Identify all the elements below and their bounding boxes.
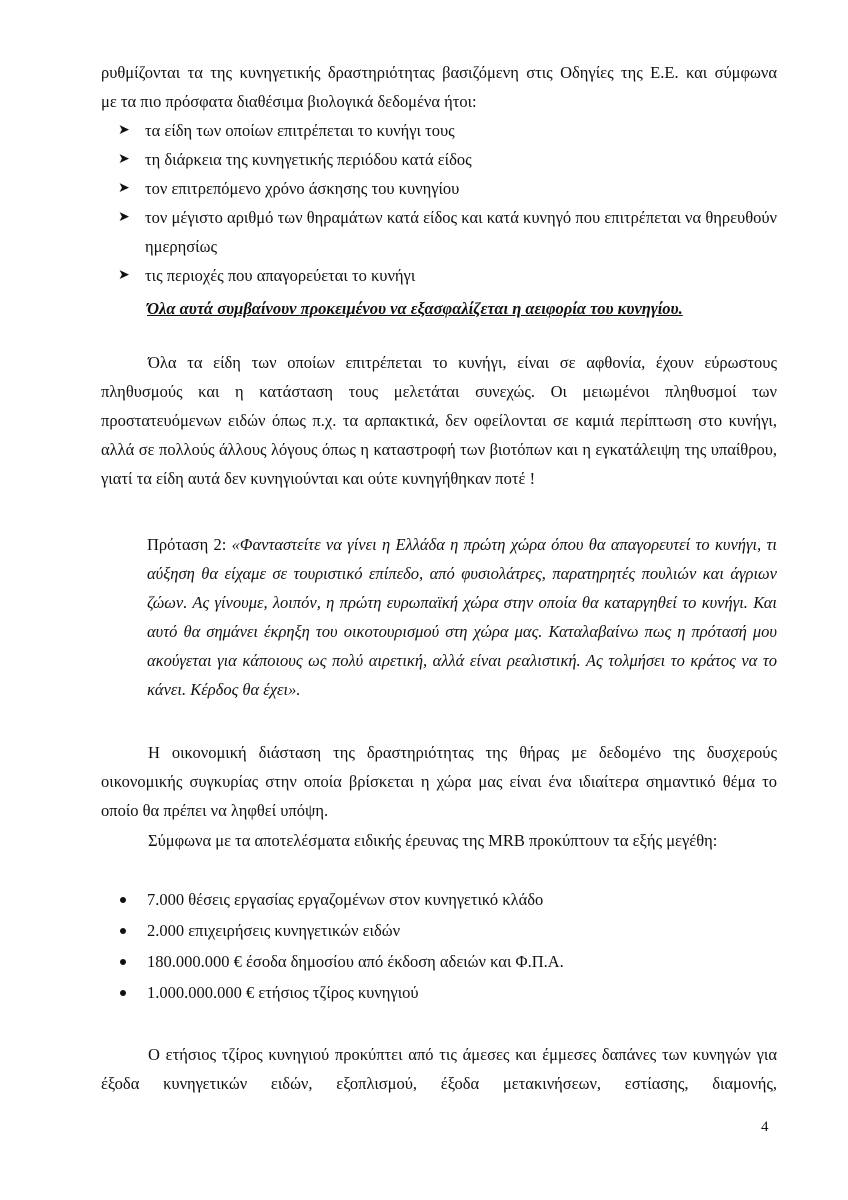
intro-line-2: με τα πιο πρόσφατα διαθέσιμα βιολογικά δεδομένα ήτοι:: [101, 92, 477, 111]
bullet-icon: [120, 928, 126, 934]
arrow-item-text: τις περιοχές που απαγορεύεται το κυνήγι: [145, 266, 416, 285]
arrow-item-text: τον μέγιστο αριθμό των θηραμάτων κατά είδος και κατά κυνηγό που επιτρέπεται να θηρευθούν ημερησίως: [145, 208, 777, 256]
proposal-paragraph: [147, 530, 777, 704]
arrow-right-icon: ➤: [118, 210, 130, 225]
paragraph-1: [101, 348, 777, 493]
arrow-list-item: [101, 203, 777, 261]
paragraph-4-text: Ο ετήσιος τζίρος κυνηγιού προκύπτει από τις άμεσες και έμμεσες δαπάνες των κυνηγών για έξοδα κυνηγετικών ειδών, εξοπλισμού, έξοδα μετακινήσεων, εστίασης, διαμονής,: [101, 1045, 777, 1093]
paragraph-1-text: Όλα τα είδη των οποίων επιτρέπεται το κυνήγι, είναι σε αφθονία, έχουν εύρωστους πληθυσμούς και η κατάσταση τους μελετάται συνεχώς. Οι μειωμένοι πληθυσμοί των προστατευόμενων ειδών όπως π.χ. τα αρπακτικά, δεν οφείλονται σε καμιά περίπτωση στο κυνήγι, αλλά σε πολλούς άλλους λόγους όπως η καταστροφή των βιοτόπων και η εγκατάλειψη της υπαίθρου, γιατί τα είδη αυτά δεν κυνηγιούνται και ούτε κυνηγήθηκαν ποτέ !: [101, 353, 777, 488]
bullet-item-text: 1.000.000.000 € ετήσιος τζίρος κυνηγιού: [147, 983, 419, 1002]
proposal-quote: «Φανταστείτε να γίνει η Ελλάδα η πρώτη χώρα όπου θα απαγορευτεί το κυνήγι, τι αύξηση θα είχαμε σε τουριστικό επίπεδο, από φυσιολάτρες, παρατηρητές πουλιών και άγριων ζώων. Ας γίνουμε, λοιπόν, η πρώτη ευρωπαϊκή χώρα στην οποία θα καταργηθεί το κυνήγι. Και αυτό θα σημάνει έκρηξη του οικοτουρισμού στη χώρα μας. Καταλαβαίνω πως η πρότασή μου ακούγεται για κάποιους ως πολύ αιρετική, αλλά είναι ρεαλιστική. Ας τολμήσει το κράτος να το κάνει. Κέρδος θα έχει».: [147, 535, 777, 699]
arrow-list-item: [101, 145, 777, 174]
intro-line-1: ρυθμίζονται τα της κυνηγετικής δραστηριότητας βασιζόμενη στις Οδηγίες της Ε.Ε. και σύμφωνα: [101, 63, 777, 82]
emphasis-line: [147, 294, 787, 323]
paragraph-2: [101, 738, 777, 825]
paragraph-2-text: Η οικονομική διάσταση της δραστηριότητας της θήρας με δεδομένο της δυσχερούς οικονομικής συγκυρίας στην οποία βρίσκεται η χώρα μας είναι ένα ιδιαίτερα σημαντικό θέμα το οποίο θα πρέπει να ληφθεί υπόψη.: [101, 743, 777, 820]
proposal-label: Πρόταση 2:: [147, 535, 232, 554]
arrow-right-icon: ➤: [118, 181, 130, 196]
bullet-icon: [120, 897, 126, 903]
arrow-list-item: [101, 116, 777, 145]
arrow-item-text: τα είδη των οποίων επιτρέπεται το κυνήγι τους: [145, 121, 455, 140]
arrow-list-item: [101, 174, 777, 203]
intro-paragraph: [101, 58, 777, 116]
arrow-item-text: τον επιτρεπόμενο χρόνο άσκησης του κυνηγίου: [145, 179, 460, 198]
arrow-item-text: τη διάρκεια της κυνηγετικής περιόδου κατά είδος: [145, 150, 472, 169]
arrow-list: [101, 116, 777, 290]
bullet-item-text: 2.000 επιχειρήσεις κυνηγετικών ειδών: [147, 921, 401, 940]
arrow-list-item: [101, 261, 777, 290]
bullet-list-item: [101, 885, 777, 916]
bullet-item-text: 7.000 θέσεις εργασίας εργαζομένων στον κυνηγετικό κλάδο: [147, 890, 544, 909]
page-number: 4: [761, 1119, 769, 1135]
bullet-icon: [120, 990, 126, 996]
paragraph-3: [101, 826, 777, 855]
arrow-right-icon: ➤: [118, 123, 130, 138]
bullet-item-text: 180.000.000 € έσοδα δημοσίου από έκδοση αδειών και Φ.Π.Α.: [147, 952, 564, 971]
bullet-icon: [120, 959, 126, 965]
bullet-list-item: [101, 916, 777, 947]
arrow-right-icon: ➤: [118, 268, 130, 283]
paragraph-3-text: Σύμφωνα με τα αποτελέσματα ειδικής έρευνας της MRB προκύπτουν τα εξής μεγέθη:: [148, 831, 718, 850]
bullet-list-item: [101, 947, 777, 978]
bullet-list-item: [101, 978, 777, 1009]
paragraph-4: [101, 1040, 777, 1098]
bullet-list: [101, 885, 777, 1009]
arrow-right-icon: ➤: [118, 152, 130, 167]
emphasis-text: Όλα αυτά συμβαίνουν προκειμένου να εξασφαλίζεται η αειφορία του κυνηγίου.: [147, 299, 683, 318]
